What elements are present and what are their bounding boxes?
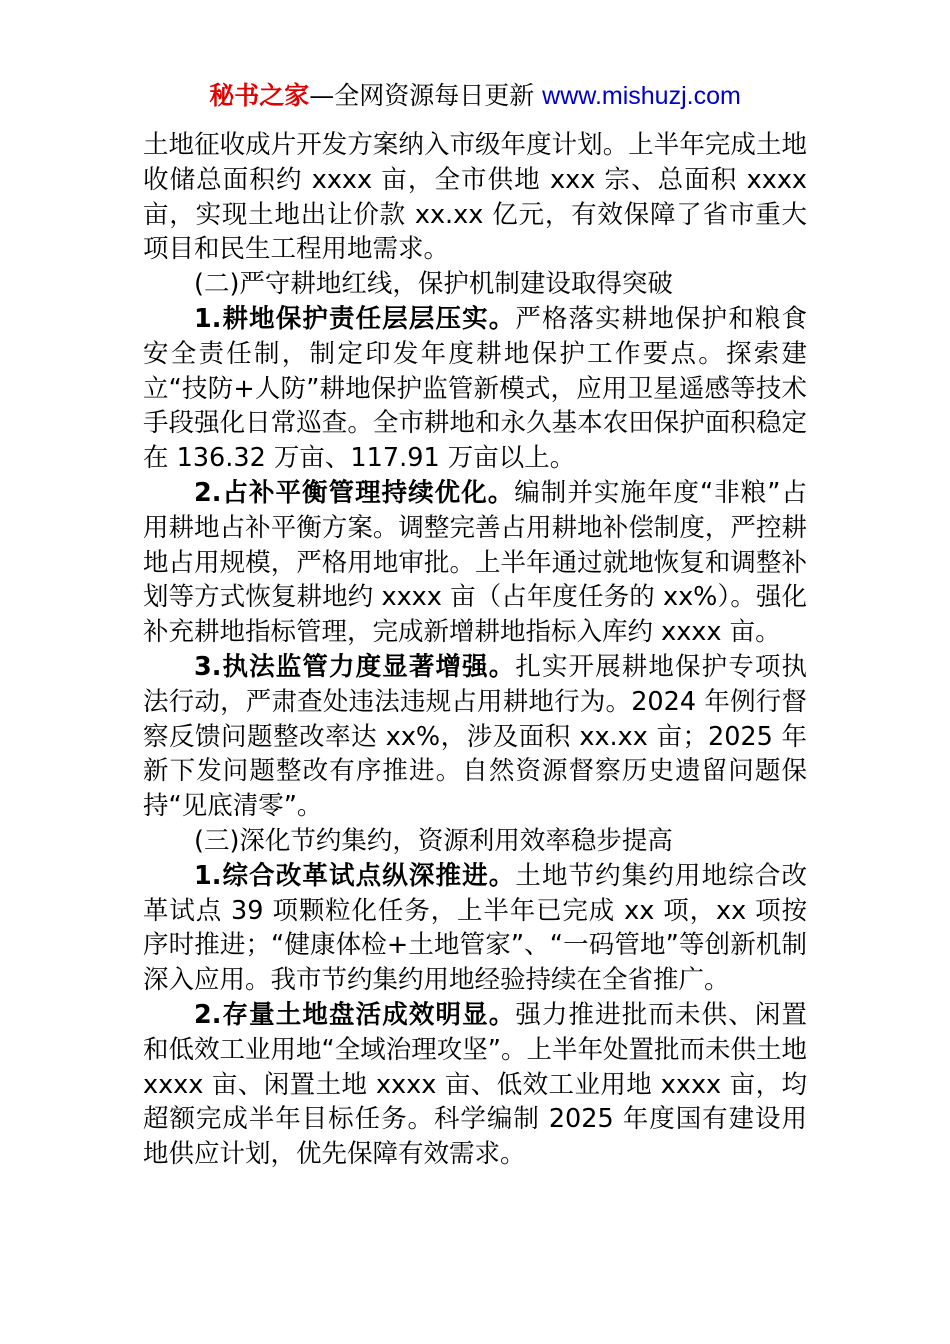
paragraph-balance-management [143, 476, 807, 650]
paragraph-lead: 1.综合改革试点纵深推进。 [194, 860, 516, 891]
section-heading-3 [143, 824, 807, 859]
site-header [0, 78, 950, 114]
paragraph-text: 扎实开展耕地保护专项执法行动，严肃查处违法违规占用耕地行为。2024 年例行督察反馈问题整改率达 xx%，涉及面积 xx.xx 亩；2025 年新下发问题整改有序推进。自然资源督察历史遗留问题保持“见底清零”。 [143, 651, 807, 822]
paragraph-lead: 1.耕地保护责任层层压实。 [194, 303, 516, 334]
paragraph-stock-land [143, 998, 807, 1172]
paragraph-reform-pilot [143, 859, 807, 998]
brand-name: 秘书之家 [209, 81, 310, 110]
paragraph-enforcement [143, 650, 807, 824]
paragraph-text: 强力推进批而未供、闲置和低效工业用地“全域治理攻坚”。上半年处置批而未供土地 xxxx 亩、闲置土地 xxxx 亩、低效工业用地 xxxx 亩，均超额完成半年目标任务。科学编制 2025 年度国有建设用地供应计划，优先保障有效需求。 [143, 999, 807, 1170]
paragraph-text: 编制并实施年度“非粮”占用耕地占补平衡方案。调整完善占用耕地补偿制度，严控耕地占用规模，严格用地审批。上半年通过就地恢复和调整补划等方式恢复耕地约 xxxx 亩（占年度任务的 xx%）。强化补充耕地指标管理，完成新增耕地指标入库约 xxxx 亩。 [143, 477, 807, 648]
paragraph-text: 土地节约集约用地综合改革试点 39 项颗粒化任务，上半年已完成 xx 项，xx 项按序时推进；“健康体检+土地管家”、“一码管地”等创新机制深入应用。我市节约集约用地经验持续在全省推广。 [143, 860, 807, 996]
section-heading-text: (三)深化节约集约，资源利用效率稳步提高 [194, 825, 673, 856]
paragraph-text: 严格落实耕地保护和粮食安全责任制，制定印发年度耕地保护工作要点。探索建立“技防+人防”耕地保护监管新模式，应用卫星遥感等技术手段强化日常巡查。全市耕地和永久基本农田保护面积稳定在 136.32 万亩、117.91 万亩以上。 [143, 303, 807, 474]
document-body [143, 128, 807, 1172]
paragraph-text: 土地征收成片开发方案纳入市级年度计划。上半年完成土地收储总面积约 xxxx 亩，全市供地 xxx 宗、总面积 xxxx 亩，实现土地出让价款 xx.xx 亿元，有效保障了省市重大项目和民生工程用地需求。 [143, 130, 807, 265]
paragraph-continuation [143, 128, 807, 267]
paragraph-lead: 3.执法监管力度显著增强。 [194, 651, 516, 682]
section-heading-2 [143, 267, 807, 302]
header-tagline: —全网资源每日更新 [309, 81, 543, 110]
paragraph-lead: 2.存量土地盘活成效明显。 [194, 999, 516, 1030]
site-url[interactable]: www.mishuzj.com [542, 82, 741, 110]
paragraph-lead: 2.占补平衡管理持续优化。 [194, 477, 515, 508]
section-heading-text: (二)严守耕地红线，保护机制建设取得突破 [194, 269, 673, 300]
paragraph-farmland-responsibility [143, 302, 807, 476]
